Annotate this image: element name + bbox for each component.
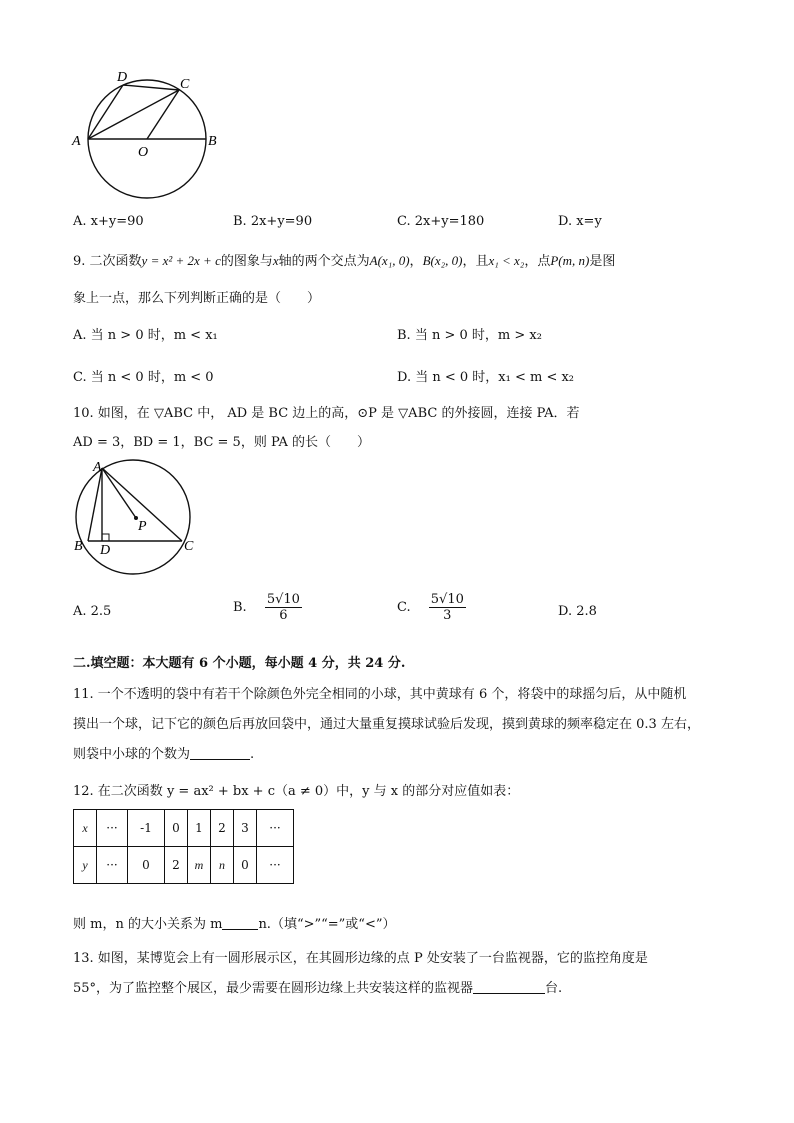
q8-option-d: D. x=y	[558, 214, 602, 229]
q10-option-b-label: B.	[233, 600, 247, 615]
q9-text-b: 的图象与	[220, 254, 273, 269]
q11-line3	[73, 743, 254, 762]
q12-answer-blank[interactable]	[222, 917, 258, 930]
q10-stem-line2: AD = 3，BD = 1，BC = 5，则 PA 的长（ ）	[73, 435, 371, 450]
label-d: D	[117, 70, 128, 85]
table-cell: ···	[97, 810, 128, 847]
q10-option-c-fraction	[429, 592, 466, 623]
table-row-x	[74, 810, 294, 847]
q8-option-c: C. 2x+y=180	[397, 214, 485, 229]
table-row-y	[74, 847, 294, 884]
q11-line2: 摸出一个球，记下它的颜色后再放回袋中，通过大量重复摸球试验后发现，摸到黄球的频率稳定在 0.3 左右，	[73, 717, 700, 732]
q10-option-c-label: C.	[397, 600, 411, 615]
q12-question-text: 则 m，n 的大小关系为 m	[73, 917, 223, 932]
segment-oc	[147, 90, 179, 139]
q11-line3-end: .	[250, 747, 255, 762]
q13-line2-end: 台.	[545, 981, 563, 996]
table-cell: 1	[188, 810, 211, 847]
label-c: C	[180, 77, 190, 92]
q9-text-a: 9. 二次函数	[73, 254, 142, 269]
table-cell: m	[188, 847, 211, 884]
q9-text-f: 是图	[589, 254, 616, 269]
q12-stem: 12. 在二次函数 y = ax² + bx + c（a ≠ 0）中，y 与 x 的部分对应值如表：	[73, 784, 520, 799]
segment-ad	[88, 85, 123, 139]
table-cell: ···	[97, 847, 128, 884]
q9-point-a: A(x₁, 0)	[369, 253, 410, 268]
q9-condition: x₁ < x₂	[488, 253, 525, 268]
table-cell: 0	[128, 847, 165, 884]
q12-question-end: n.（填“>”“=”或“<”）	[258, 917, 396, 932]
table-cell: 3	[234, 810, 257, 847]
q9-function-expr: y = x² + 2x + c	[141, 253, 221, 268]
q10-option-b-denominator: 6	[279, 608, 288, 623]
table-cell: 2	[211, 810, 234, 847]
segment-pa	[102, 468, 136, 518]
table-cell: 0	[234, 847, 257, 884]
q9-option-b: B. 当 n > 0 时，m > x₂	[397, 328, 542, 343]
right-angle-mark	[102, 534, 109, 541]
figure-q8-circle	[66, 66, 226, 206]
table-cell: ···	[257, 847, 294, 884]
q10-option-c	[397, 592, 466, 623]
q9-text-c: 轴的两个交点为	[278, 254, 370, 269]
table-cell: x	[74, 810, 97, 847]
q11-line1: 11. 一个不透明的袋中有若干个除颜色外完全相同的小球，其中黄球有 6 个，将袋中的球摇匀后，从中随机	[73, 687, 687, 702]
figure-q10-circle	[66, 458, 206, 583]
table-cell: 2	[165, 847, 188, 884]
label-b: B	[208, 134, 217, 149]
segment-dc	[123, 85, 179, 90]
table-cell: -1	[128, 810, 165, 847]
q9-stem-line2: 象上一点，那么下列判断正确的是（ ）	[73, 291, 321, 306]
q9-stem-line1: 9. 二次函数y = x² + 2x + c的图象与x轴的两个交点为A(x₁, 0)，B(x₂, 0)，且x₁ < x₂，点P(m, n)是图	[73, 253, 616, 269]
label-c: C	[184, 539, 194, 554]
table-cell: ···	[257, 810, 294, 847]
q9-x-var: x	[272, 253, 279, 268]
section-heading-fill-in: 二.填空题：本大题有 6 个小题，每小题 4 分，共 24 分.	[73, 656, 406, 671]
label-a: A	[93, 460, 102, 475]
q10-option-d: D. 2.8	[558, 604, 597, 619]
q9-text-e: ，点	[524, 254, 551, 269]
q10-option-b-fraction	[265, 592, 302, 623]
table-cell: y	[74, 847, 97, 884]
label-a: A	[72, 134, 81, 149]
q8-option-b: B. 2x+y=90	[233, 214, 313, 229]
q13-line1: 13. 如图，某博览会上有一圆形展示区，在其圆形边缘的点 P 处安装了一台监视器，它的监控角度是	[73, 951, 648, 966]
label-d: D	[100, 543, 111, 558]
label-p: P	[138, 519, 147, 534]
q10-option-b-numerator: 5√10	[266, 592, 300, 607]
label-b: B	[74, 539, 83, 554]
table-cell: n	[211, 847, 234, 884]
q10-option-a: A. 2.5	[73, 604, 112, 619]
q8-option-a: A. x+y=90	[73, 214, 144, 229]
q9-text-d: ，且	[462, 254, 489, 269]
q13-line2-text: 55°，为了监控整个展区，最少需要在圆形边缘上共安装这样的监视器	[73, 981, 474, 996]
q10-option-c-denominator: 3	[443, 608, 452, 623]
q10-stem-line1: 10. 如图，在 ▽ABC 中， AD 是 BC 边上的高，⊙P 是 ▽ABC 的外接圆，连接 PA．若	[73, 406, 580, 421]
q10-option-b	[233, 592, 302, 623]
q9-point-b: B(x₂, 0)	[422, 253, 463, 268]
q11-answer-blank[interactable]	[190, 747, 250, 760]
q13-answer-blank[interactable]	[473, 981, 545, 994]
q9-option-c: C. 当 n < 0 时，m < 0	[73, 370, 214, 385]
segment-ac	[88, 90, 179, 139]
q9-option-d: D. 当 n < 0 时，x₁ < m < x₂	[397, 370, 575, 385]
q10-option-c-numerator: 5√10	[430, 592, 464, 607]
table-cell: 0	[165, 810, 188, 847]
label-o: O	[138, 145, 149, 160]
q9-option-a: A. 当 n > 0 时，m < x₁	[73, 328, 218, 343]
q13-line2	[73, 977, 562, 996]
q12-question	[73, 913, 396, 932]
q12-value-table	[73, 809, 294, 884]
q9-point-p: P(m, n)	[550, 253, 590, 268]
q11-line3-text: 则袋中小球的个数为	[73, 747, 191, 762]
